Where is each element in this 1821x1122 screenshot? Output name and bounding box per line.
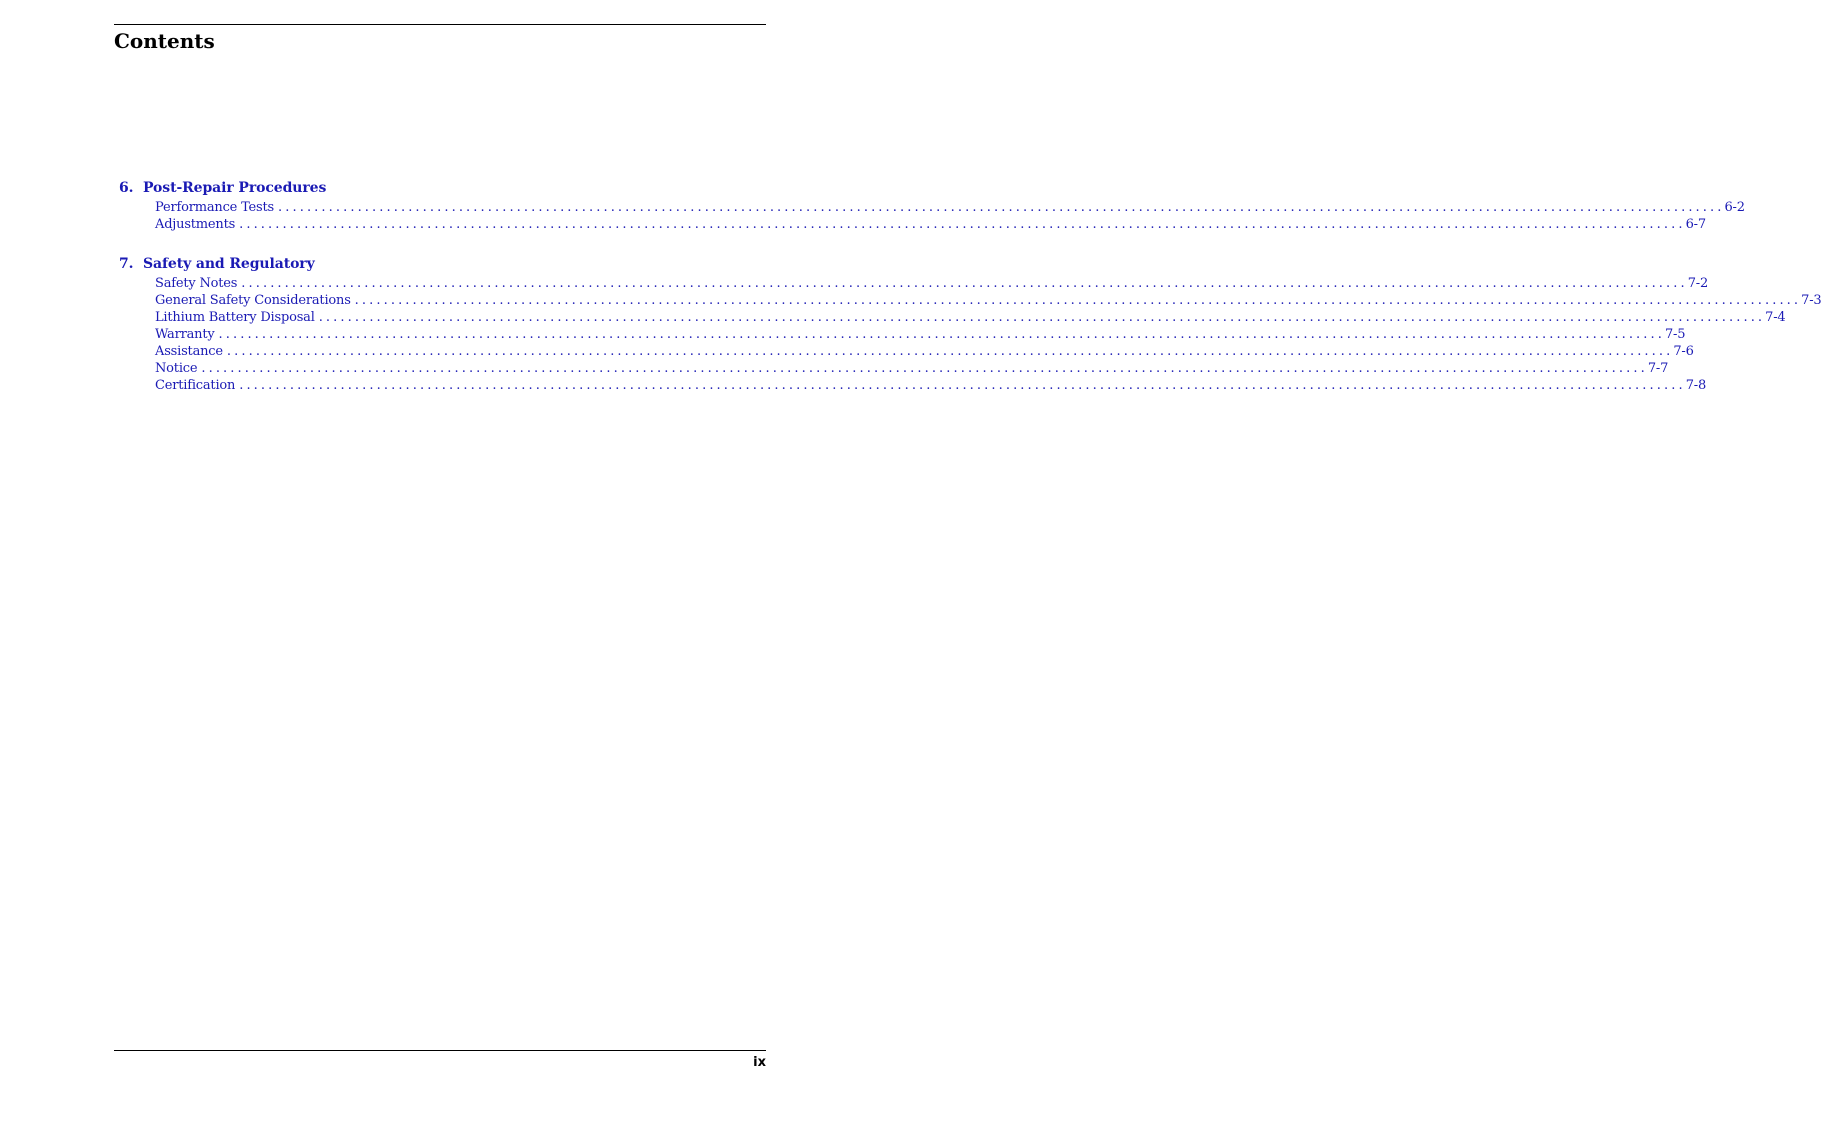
toc-entry-performance-tests[interactable]	[155, 200, 1745, 217]
toc-chapter-title-link[interactable]	[114, 180, 766, 200]
dot-leader: ........................................................................................................................................................................................................	[318, 310, 1766, 325]
dot-leader: ........................................................................................................................................................................................................	[239, 378, 1686, 393]
toc-entry-label: Lithium Battery Disposal	[155, 310, 315, 325]
toc-entry-adjustments[interactable]	[155, 217, 1706, 234]
toc-entry-label: Notice	[155, 361, 198, 376]
chapter-title: Safety and Regulatory	[143, 256, 315, 272]
toc-entry-page: 7-4	[1765, 310, 1786, 325]
dot-leader: ........................................................................................................................................................................................................	[278, 200, 1725, 215]
toc-entry-page: 7-5	[1664, 327, 1686, 342]
chapter-number: 6.	[119, 180, 134, 196]
footer-rule	[114, 1050, 766, 1051]
dot-leader: ........................................................................................................................................................................................................	[218, 327, 1665, 342]
toc-entry-warranty[interactable]	[155, 327, 1686, 344]
chapter-number: 7.	[119, 256, 134, 272]
toc-entry-lithium-battery-disposal[interactable]	[155, 310, 1786, 327]
toc-entry-page: 7-3	[1801, 293, 1821, 308]
toc-entry-page: 6-2	[1724, 200, 1745, 215]
dot-leader: ........................................................................................................................................................................................................	[354, 293, 1802, 308]
toc-entry-page: 7-2	[1687, 276, 1709, 291]
toc-entry-page: 7-6	[1673, 344, 1694, 359]
toc-entry-page: 7-7	[1647, 361, 1669, 376]
toc-entry-general-safety-considerations[interactable]	[155, 293, 1821, 310]
toc-entry-notice[interactable]	[155, 361, 1669, 378]
dot-leader: ........................................................................................................................................................................................................	[201, 361, 1648, 376]
toc-chapter-6	[114, 180, 1745, 234]
toc-entry-label: Warranty	[155, 327, 215, 342]
toc-entry-label: Performance Tests	[155, 200, 275, 215]
dot-leader: ........................................................................................................................................................................................................	[241, 276, 1688, 291]
chapter-title: Post-Repair Procedures	[143, 180, 327, 196]
header-rule	[114, 24, 766, 25]
page-title: Contents	[114, 29, 215, 53]
dot-leader: ........................................................................................................................................................................................................	[226, 344, 1674, 359]
toc-entry-safety-notes[interactable]	[155, 276, 1709, 293]
toc-entry-assistance[interactable]	[155, 344, 1694, 361]
toc-chapter-title-link[interactable]	[114, 256, 766, 276]
toc-entry-label: Assistance	[155, 344, 223, 359]
toc-entry-label: Safety Notes	[155, 276, 238, 291]
toc-entry-certification[interactable]	[155, 378, 1707, 395]
toc-entry-label: Certification	[155, 378, 236, 393]
dot-leader: ........................................................................................................................................................................................................	[239, 217, 1686, 232]
toc-entry-page: 6-7	[1685, 217, 1706, 232]
toc-entry-page: 7-8	[1685, 378, 1707, 393]
toc-entry-label: Adjustments	[155, 217, 236, 232]
table-of-contents	[114, 180, 1821, 417]
page-number: ix	[753, 1055, 766, 1070]
toc-chapter-7	[114, 256, 1821, 395]
toc-entry-label: General Safety Considerations	[155, 293, 351, 308]
